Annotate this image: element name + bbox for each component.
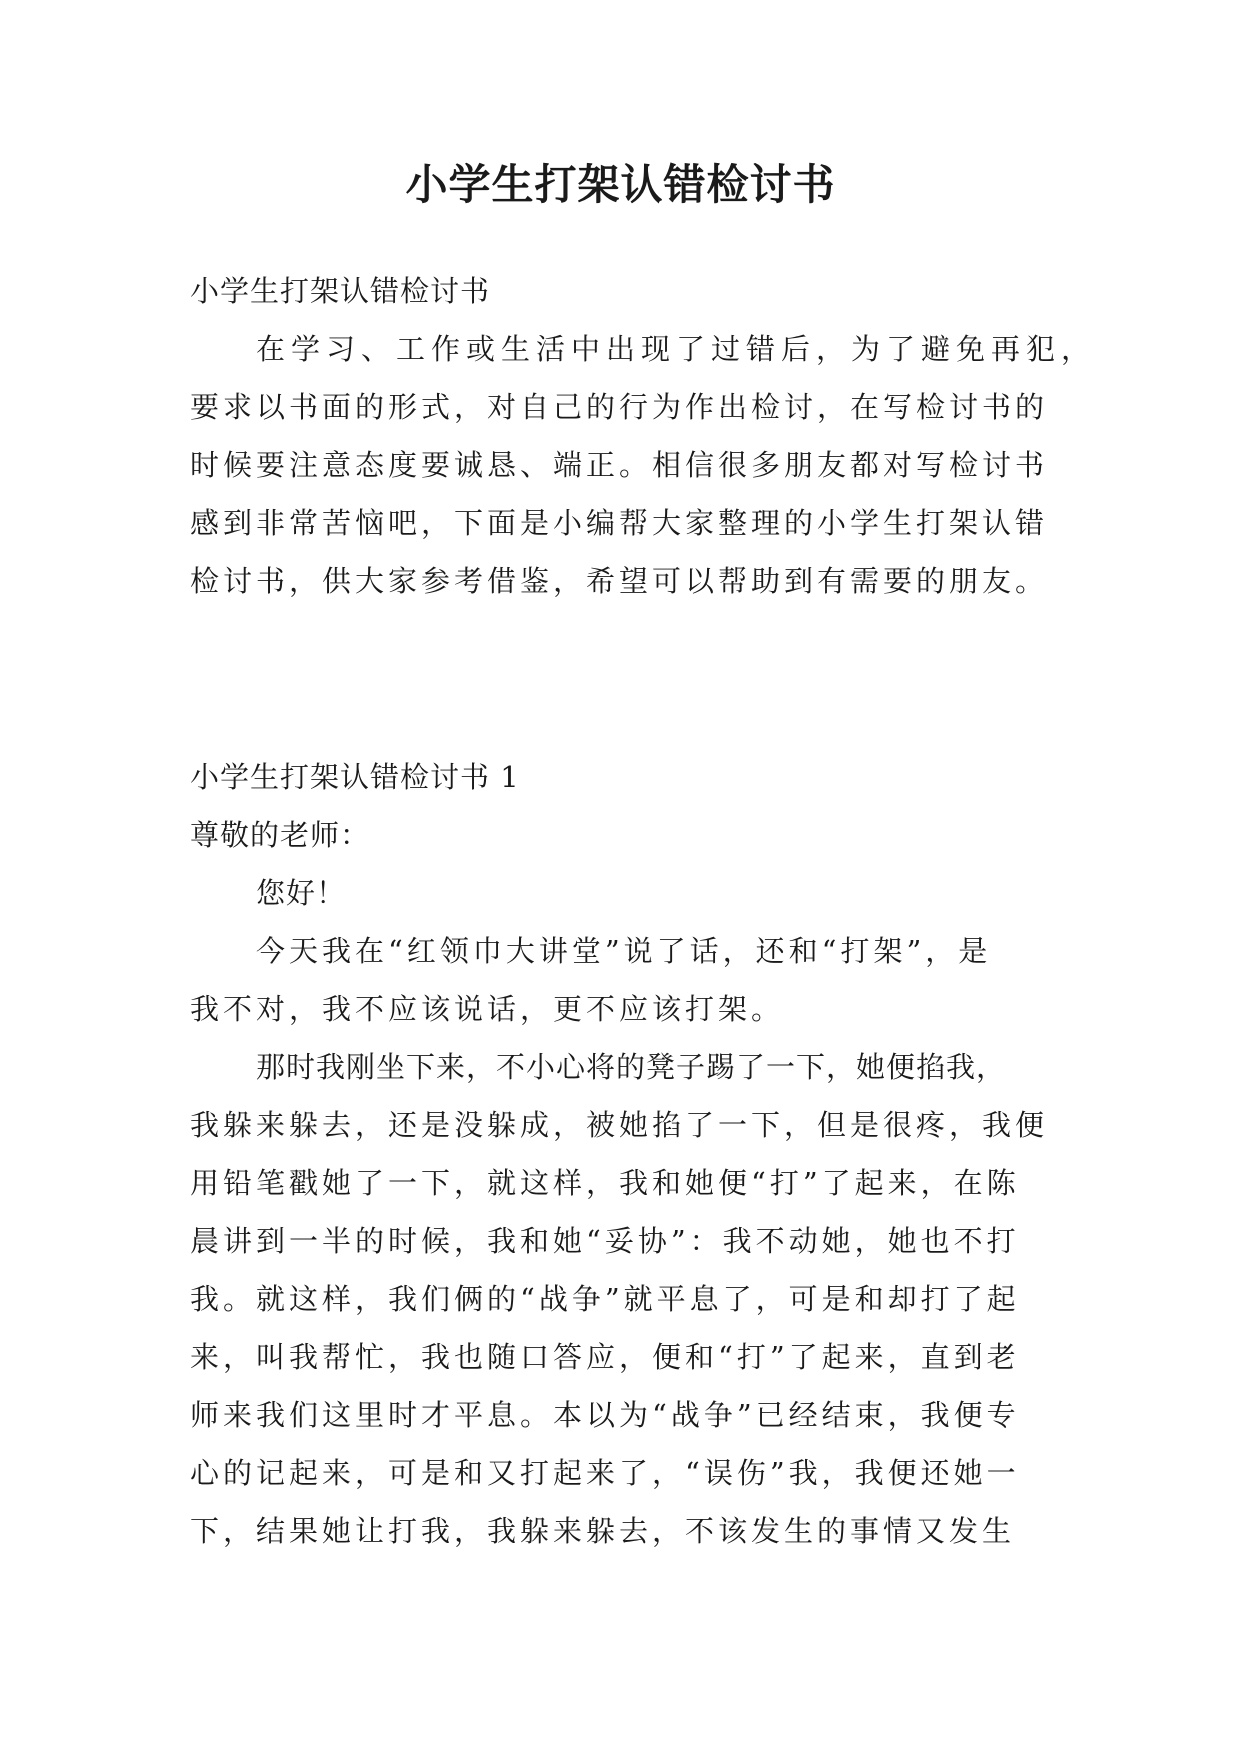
- intro-heading: 小学生打架认错检讨书: [190, 274, 491, 308]
- paragraph-line: 下，结果她让打我，我躲来躲去，不该发生的事情又发生: [190, 1514, 1016, 1548]
- paragraph-line: 那时我刚坐下来，不小心将的凳子踢了一下，她便掐我，: [256, 1050, 1007, 1084]
- paragraph-line: 我躲来躲去，还是没躲成，被她掐了一下，但是很疼，我便: [190, 1108, 1049, 1142]
- section-1-heading: 小学生打架认错检讨书 1: [190, 760, 520, 794]
- paragraph-line: 晨讲到一半的时候，我和她“妥协”：我不动她，她也不打: [190, 1224, 1020, 1258]
- intro-line: 在学习、工作或生活中出现了过错后，为了避免再犯，: [256, 332, 1097, 366]
- intro-section: [190, 262, 1097, 610]
- paragraph-line: 今天我在“红领巾大讲堂”说了话，还和“打架”，是: [256, 934, 992, 968]
- paragraph-line: 心的记起来，可是和又打起来了，“误伤”我，我便还她一: [190, 1456, 1020, 1490]
- intro-line: 时候要注意态度要诚恳、端正。相信很多朋友都对写检讨书: [190, 448, 1049, 482]
- paragraph-line: 师来我们这里时才平息。本以为“战争”已经结束，我便专: [190, 1398, 1020, 1432]
- intro-line: 检讨书，供大家参考借鉴，希望可以帮助到有需要的朋友。: [190, 564, 1049, 598]
- paragraph-line: 我。就这样，我们俩的“战争”就平息了，可是和却打了起: [190, 1282, 1020, 1316]
- intro-line: 感到非常苦恼吧，下面是小编帮大家整理的小学生打架认错: [190, 506, 1049, 540]
- section-1: [190, 748, 1070, 1560]
- intro-line: 要求以书面的形式，对自己的行为作出检讨，在写检讨书的: [190, 390, 1049, 424]
- paragraph-line: 我不对，我不应该说话，更不应该打架。: [190, 992, 785, 1026]
- greeting: 您好！: [256, 876, 347, 910]
- paragraph-line: 用铅笔戳她了一下，就这样，我和她便“打”了起来，在陈: [190, 1166, 1020, 1200]
- salutation: 尊敬的老师：: [190, 818, 371, 852]
- document-title: 小学生打架认错检讨书: [405, 160, 836, 209]
- paragraph-line: 来，叫我帮忙，我也随口答应，便和“打”了起来，直到老: [190, 1340, 1020, 1374]
